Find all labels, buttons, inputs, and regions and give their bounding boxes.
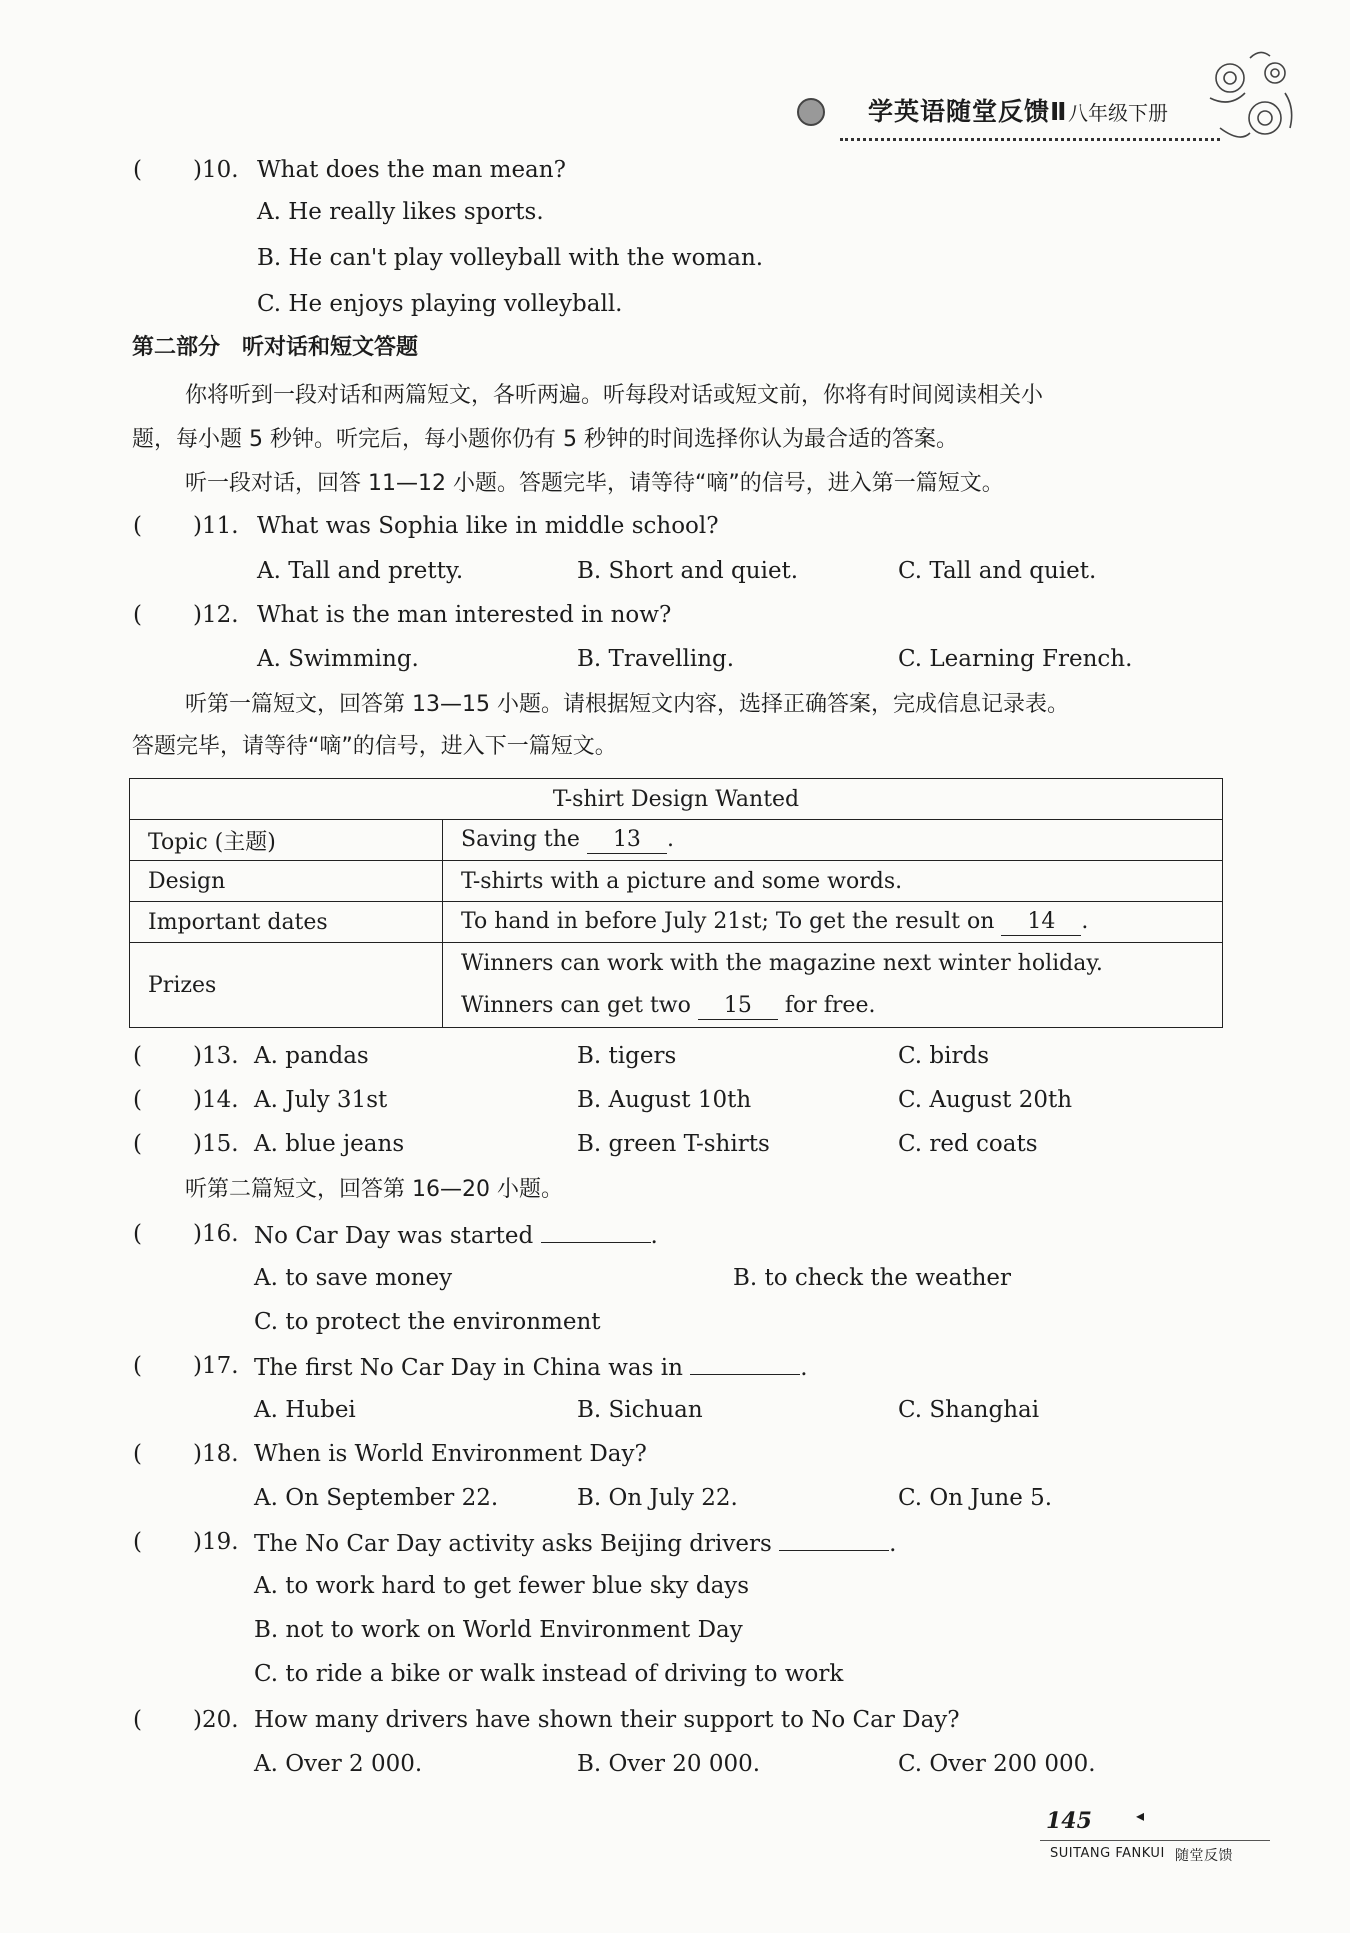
q16-option-a: A. to save money [254,1265,453,1291]
q17-option-b: B. Sichuan [577,1397,703,1423]
dates-label: Important dates [130,902,443,943]
q16-question-text: No Car Day was started [254,1223,534,1249]
dates-prefix: To hand in before July 21st; To get the result on [461,908,995,934]
passage2-instruction: 听第二篇短文，回答第 16—20 小题。 [185,1177,563,1202]
q16-answer-blank [541,1218,651,1243]
q12-question: What is the man interested in now? [257,602,672,628]
q11-number: )11. [193,513,239,539]
blank-13: 13 [587,827,667,854]
q20-option-a: A. Over 2 000. [254,1751,423,1777]
dates-value [443,902,1223,943]
topic-prefix: Saving the [461,826,580,852]
prizes-line2-prefix: Winners can get two [461,993,691,1018]
q19-paren: ( [133,1529,142,1555]
q18-option-c: C. On June 5. [898,1485,1053,1511]
q10-option-a: A. He really likes sports. [257,199,544,225]
q17-option-a: A. Hubei [254,1397,356,1423]
q14-number: )14. [193,1087,239,1113]
q17-number: )17. [193,1353,239,1379]
q11-option-b: B. Short and quiet. [577,558,799,584]
prizes-line2 [461,985,1204,1027]
q10-number: )10. [193,157,239,183]
q12-number: )12. [193,602,239,628]
q11-option-c: C. Tall and quiet. [898,558,1097,584]
q19-answer-blank [779,1526,889,1551]
q20-option-c: C. Over 200 000. [898,1751,1096,1777]
q16-option-c: C. to protect the environment [254,1309,601,1335]
q15-option-c: C. red coats [898,1131,1038,1157]
q12-option-c: C. Learning French. [898,646,1133,672]
q14-option-b: B. August 10th [577,1087,752,1113]
q13-paren: ( [133,1043,142,1069]
q10-question: What does the man mean? [257,157,566,183]
topic-label: Topic (主题) [130,820,443,861]
design-label: Design [130,861,443,902]
blank-15: 15 [698,993,778,1020]
q17-option-c: C. Shanghai [898,1397,1040,1423]
q12-paren: ( [133,602,142,628]
q13-number: )13. [193,1043,239,1069]
logo-icon [797,98,825,126]
table-row [130,820,1223,861]
q11-option-a: A. Tall and pretty. [257,558,464,584]
q11-paren: ( [133,513,142,539]
q12-option-b: B. Travelling. [577,646,735,672]
q15-option-b: B. green T-shirts [577,1131,770,1157]
footer-divider [1040,1840,1270,1841]
part2-title: 第二部分 听对话和短文答题 [132,335,419,360]
q14-paren: ( [133,1087,142,1113]
q14-option-a: A. July 31st [254,1087,388,1113]
q14-option-c: C. August 20th [898,1087,1073,1113]
q10-option-c: C. He enjoys playing volleyball. [257,291,623,317]
q17-paren: ( [133,1353,142,1379]
q17-question [254,1350,808,1384]
table-row [130,861,1223,902]
dialogue-instruction: 听一段对话，回答 11—12 小题。答题完毕，请等待“嘀”的信号，进入第一篇短文。 [185,471,1004,496]
q19-question-text: The No Car Day activity asks Beijing drivers [254,1531,772,1557]
q19-option-a: A. to work hard to get fewer blue sky days [254,1573,750,1599]
book-grade: 八年级下册 [1068,101,1168,125]
prizes-label: Prizes [130,943,443,1028]
q18-option-a: A. On September 22. [254,1485,499,1511]
footer-brand-cn: 随堂反馈 [1175,1848,1233,1864]
q16-question [254,1218,658,1252]
prizes-value [443,943,1223,1028]
q20-paren: ( [133,1707,142,1733]
q19-option-c: C. to ride a bike or walk instead of driving to work [254,1661,844,1687]
q19-option-b: B. not to work on World Environment Day [254,1617,743,1643]
q17-answer-blank [690,1350,800,1375]
blank-14: 14 [1001,909,1081,936]
book-title: 学英语随堂反馈Ⅱ [868,97,1068,126]
passage1-instruction-line2: 答题完毕，请等待“嘀”的信号，进入下一篇短文。 [132,734,617,759]
part2-intro-line2: 题，每小题 5 秒钟。听完后，每小题你仍有 5 秒钟的时间选择你认为最合适的答案。 [132,427,958,452]
footer-brand-en: SUITANG FANKUI [1050,1846,1165,1861]
q16-option-b: B. to check the weather [733,1265,1012,1291]
q18-option-b: B. On July 22. [577,1485,738,1511]
q16-period: . [650,1223,658,1249]
q15-option-a: A. blue jeans [254,1131,405,1157]
q18-number: )18. [193,1441,239,1467]
design-value: T-shirts with a picture and some words. [443,861,1223,902]
dates-period: . [1081,908,1089,934]
q13-option-c: C. birds [898,1043,990,1069]
q15-number: )15. [193,1131,239,1157]
part2-intro-line1: 你将听到一段对话和两篇短文，各听两遍。听每段对话或短文前，你将有时间阅读相关小 [185,383,1044,408]
q16-number: )16. [193,1221,239,1247]
arrow-left-icon: ◂ [1136,1806,1145,1825]
q20-number: )20. [193,1707,239,1733]
prizes-line2-suffix: for free. [784,993,876,1018]
floral-ornament-icon [1190,48,1310,158]
q17-question-text: The first No Car Day in China was in [254,1355,683,1381]
q20-option-b: B. Over 20 000. [577,1751,761,1777]
header-divider [840,138,1220,141]
table-row [130,902,1223,943]
q17-period: . [800,1355,808,1381]
q18-question: When is World Environment Day? [254,1441,647,1467]
passage1-instruction-line1: 听第一篇短文，回答第 13—15 小题。请根据短文内容，选择正确答案，完成信息记录表。 [185,692,1069,717]
info-record-table [129,778,1223,1028]
table-title: T-shirt Design Wanted [130,779,1223,820]
q18-paren: ( [133,1441,142,1467]
q11-question: What was Sophia like in middle school? [257,513,719,539]
q20-question: How many drivers have shown their support to No Car Day? [254,1707,960,1733]
topic-period: . [666,826,674,852]
table-row [130,779,1223,820]
q10-option-b: B. He can't play volleyball with the woman. [257,245,764,271]
q16-paren: ( [133,1221,142,1247]
q15-paren: ( [133,1131,142,1157]
topic-value [443,820,1223,861]
q12-option-a: A. Swimming. [257,646,419,672]
q10-paren: ( [133,157,142,183]
q19-period: . [889,1531,897,1557]
table-row [130,943,1223,1028]
page-number: 145 [1046,1808,1092,1834]
q13-option-a: A. pandas [254,1043,369,1069]
q19-number: )19. [193,1529,239,1555]
q13-option-b: B. tigers [577,1043,677,1069]
q19-question [254,1526,896,1560]
prizes-line1: Winners can work with the magazine next winter holiday. [461,951,1103,976]
